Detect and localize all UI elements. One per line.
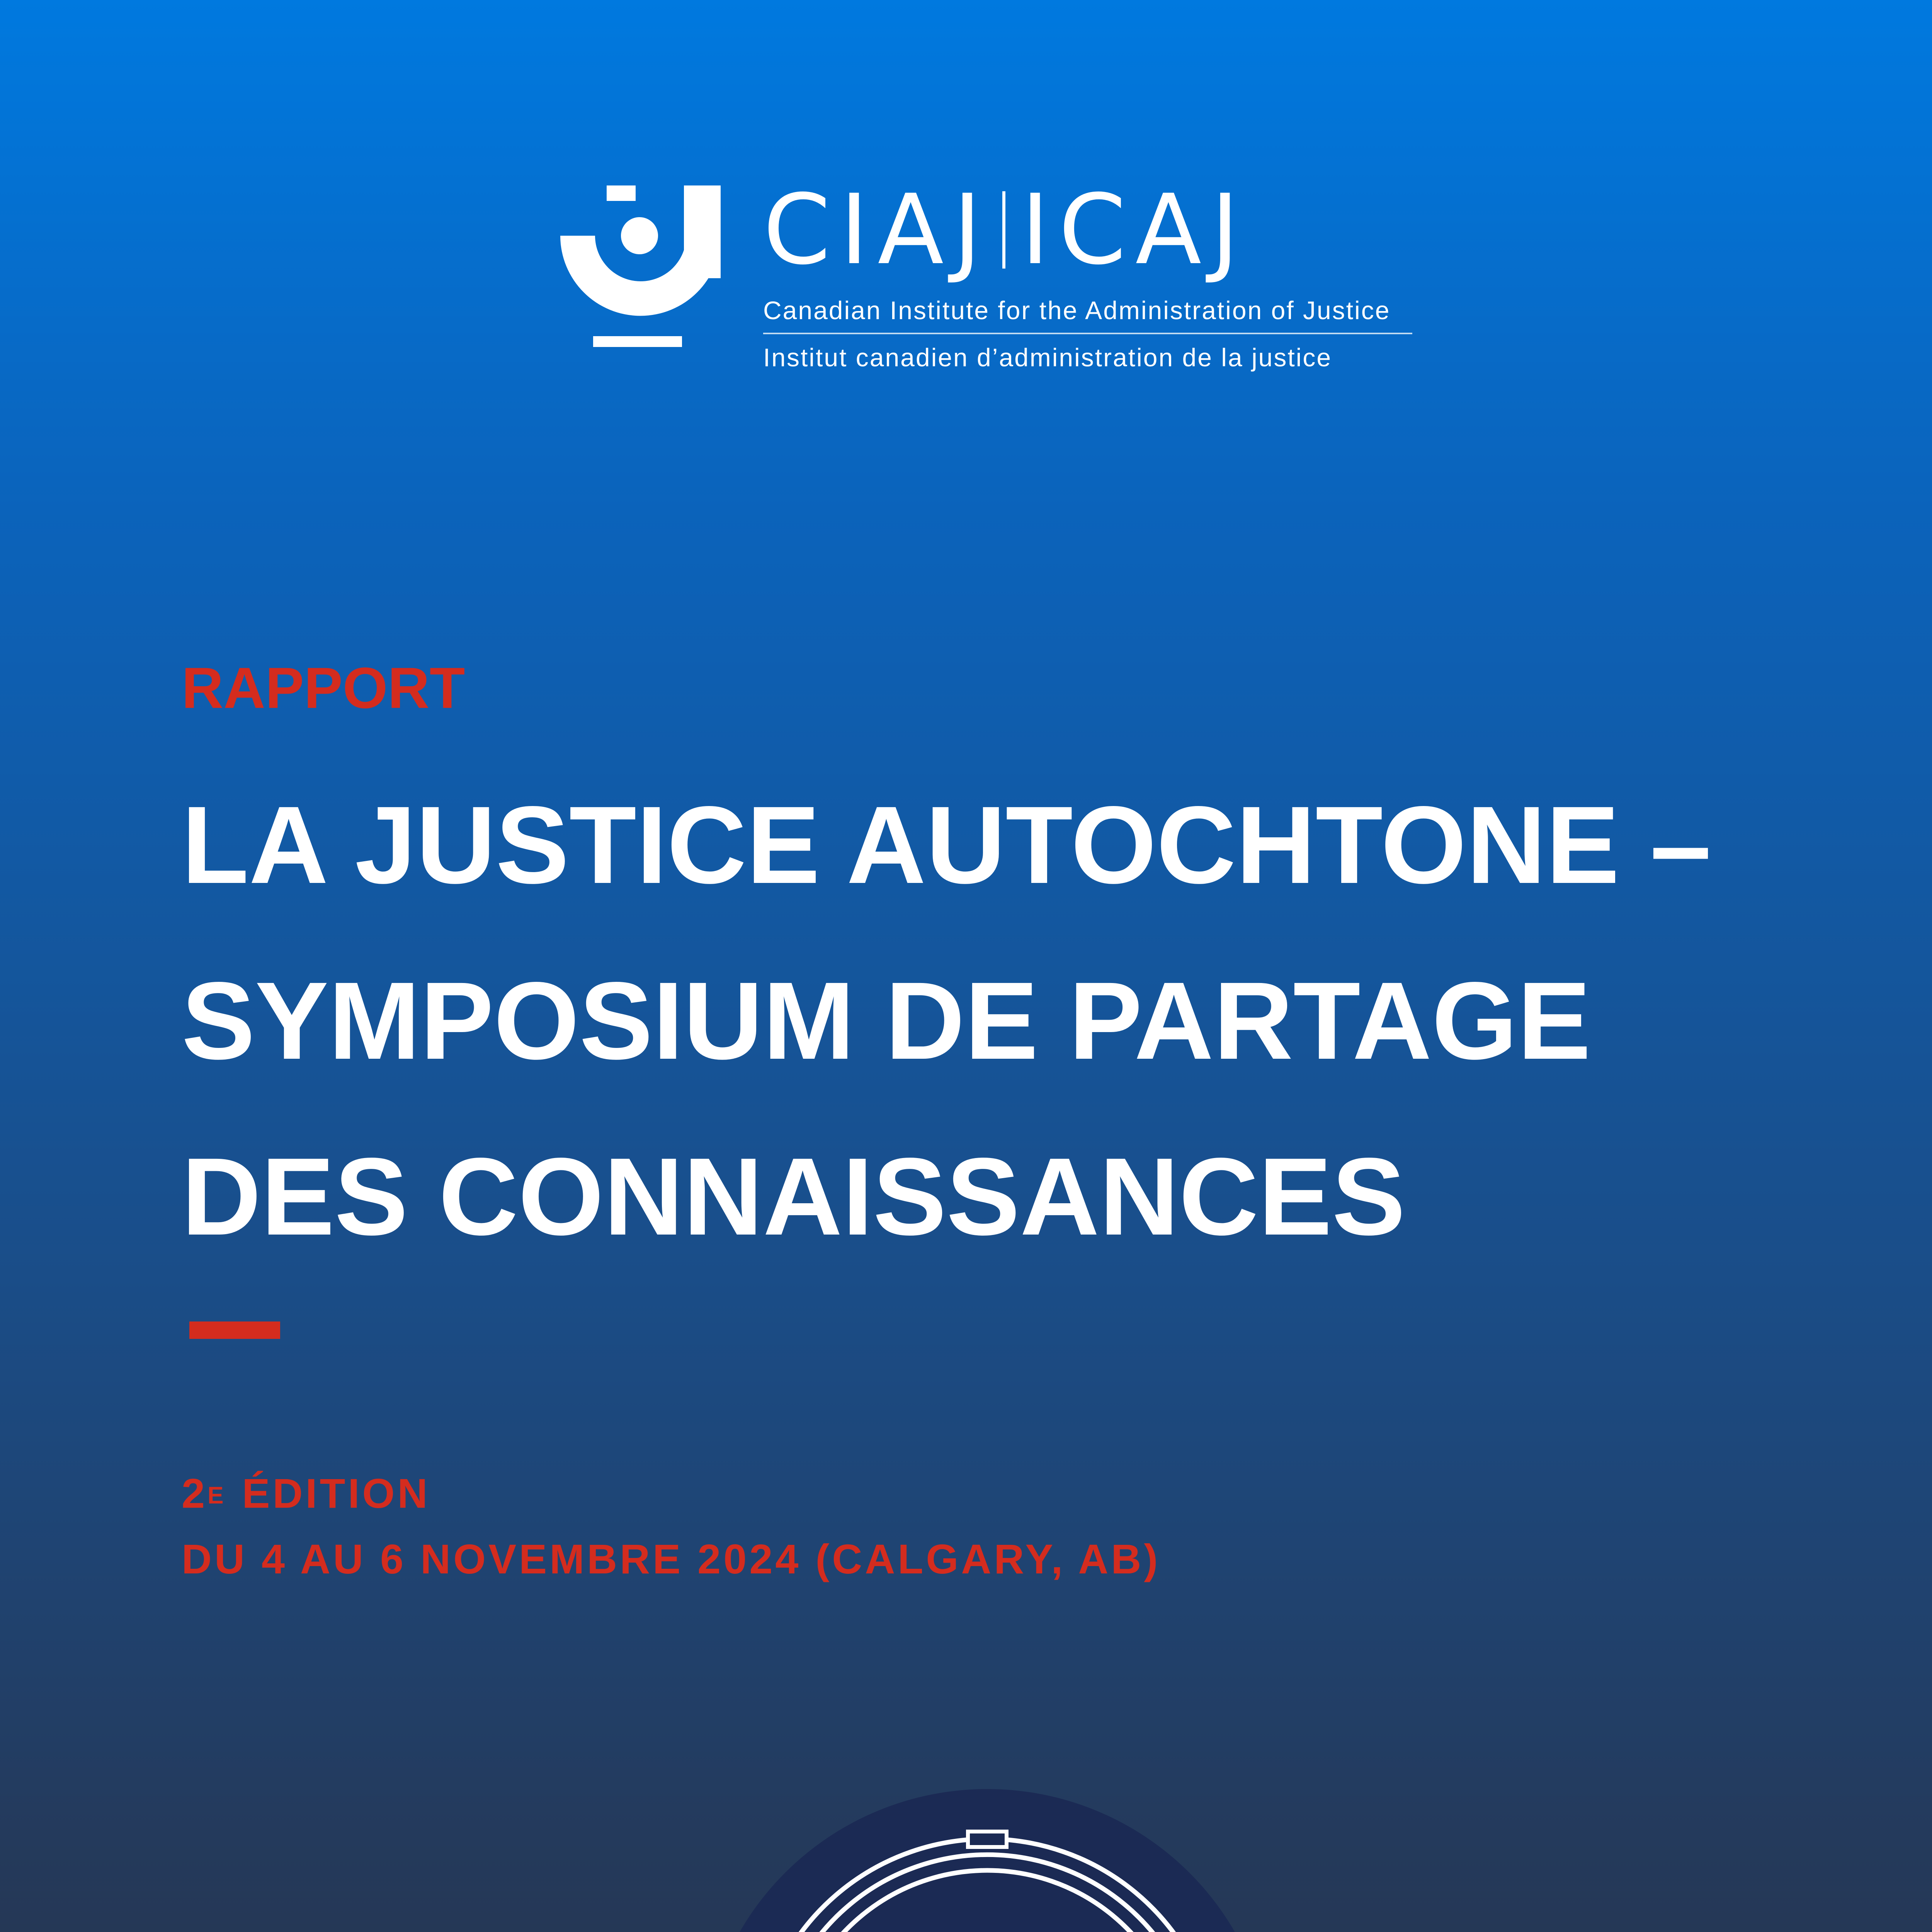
event-dates: DU 4 AU 6 NOVEMBRE 2024 (CALGARY, AB) (182, 1536, 1161, 1582)
edition-number: 2 (182, 1470, 208, 1517)
brand-separator (1002, 191, 1005, 269)
title-line: DES CONNAISSANCES (182, 1135, 1406, 1258)
edition-line (182, 1461, 1160, 1526)
report-kicker: RAPPORT (182, 655, 465, 720)
report-title (182, 757, 1882, 1285)
symposium-emblem-icon (701, 1789, 1273, 1932)
tagline-english: Canadian Institute for the Administration of Justice (763, 296, 1391, 325)
edition-suffix: E (207, 1482, 226, 1509)
edition-info (182, 1461, 1160, 1592)
ciaj-wordmark (763, 173, 1412, 372)
edition-label: ÉDITION (242, 1470, 430, 1517)
accent-dash (189, 1321, 280, 1339)
tagline-french: Institut canadien d’administration de la justice (763, 343, 1332, 372)
ciaj-j-mark-icon (556, 182, 726, 352)
brand-left: CIAJ (763, 173, 991, 286)
brand-name (763, 173, 1412, 286)
tagline-divider (763, 333, 1412, 334)
title-line: SYMPOSIUM DE PARTAGE (182, 959, 1591, 1082)
title-line: LA JUSTICE AUTOCHTONE – (182, 784, 1711, 906)
brand-right: ICAJ (1021, 173, 1249, 286)
